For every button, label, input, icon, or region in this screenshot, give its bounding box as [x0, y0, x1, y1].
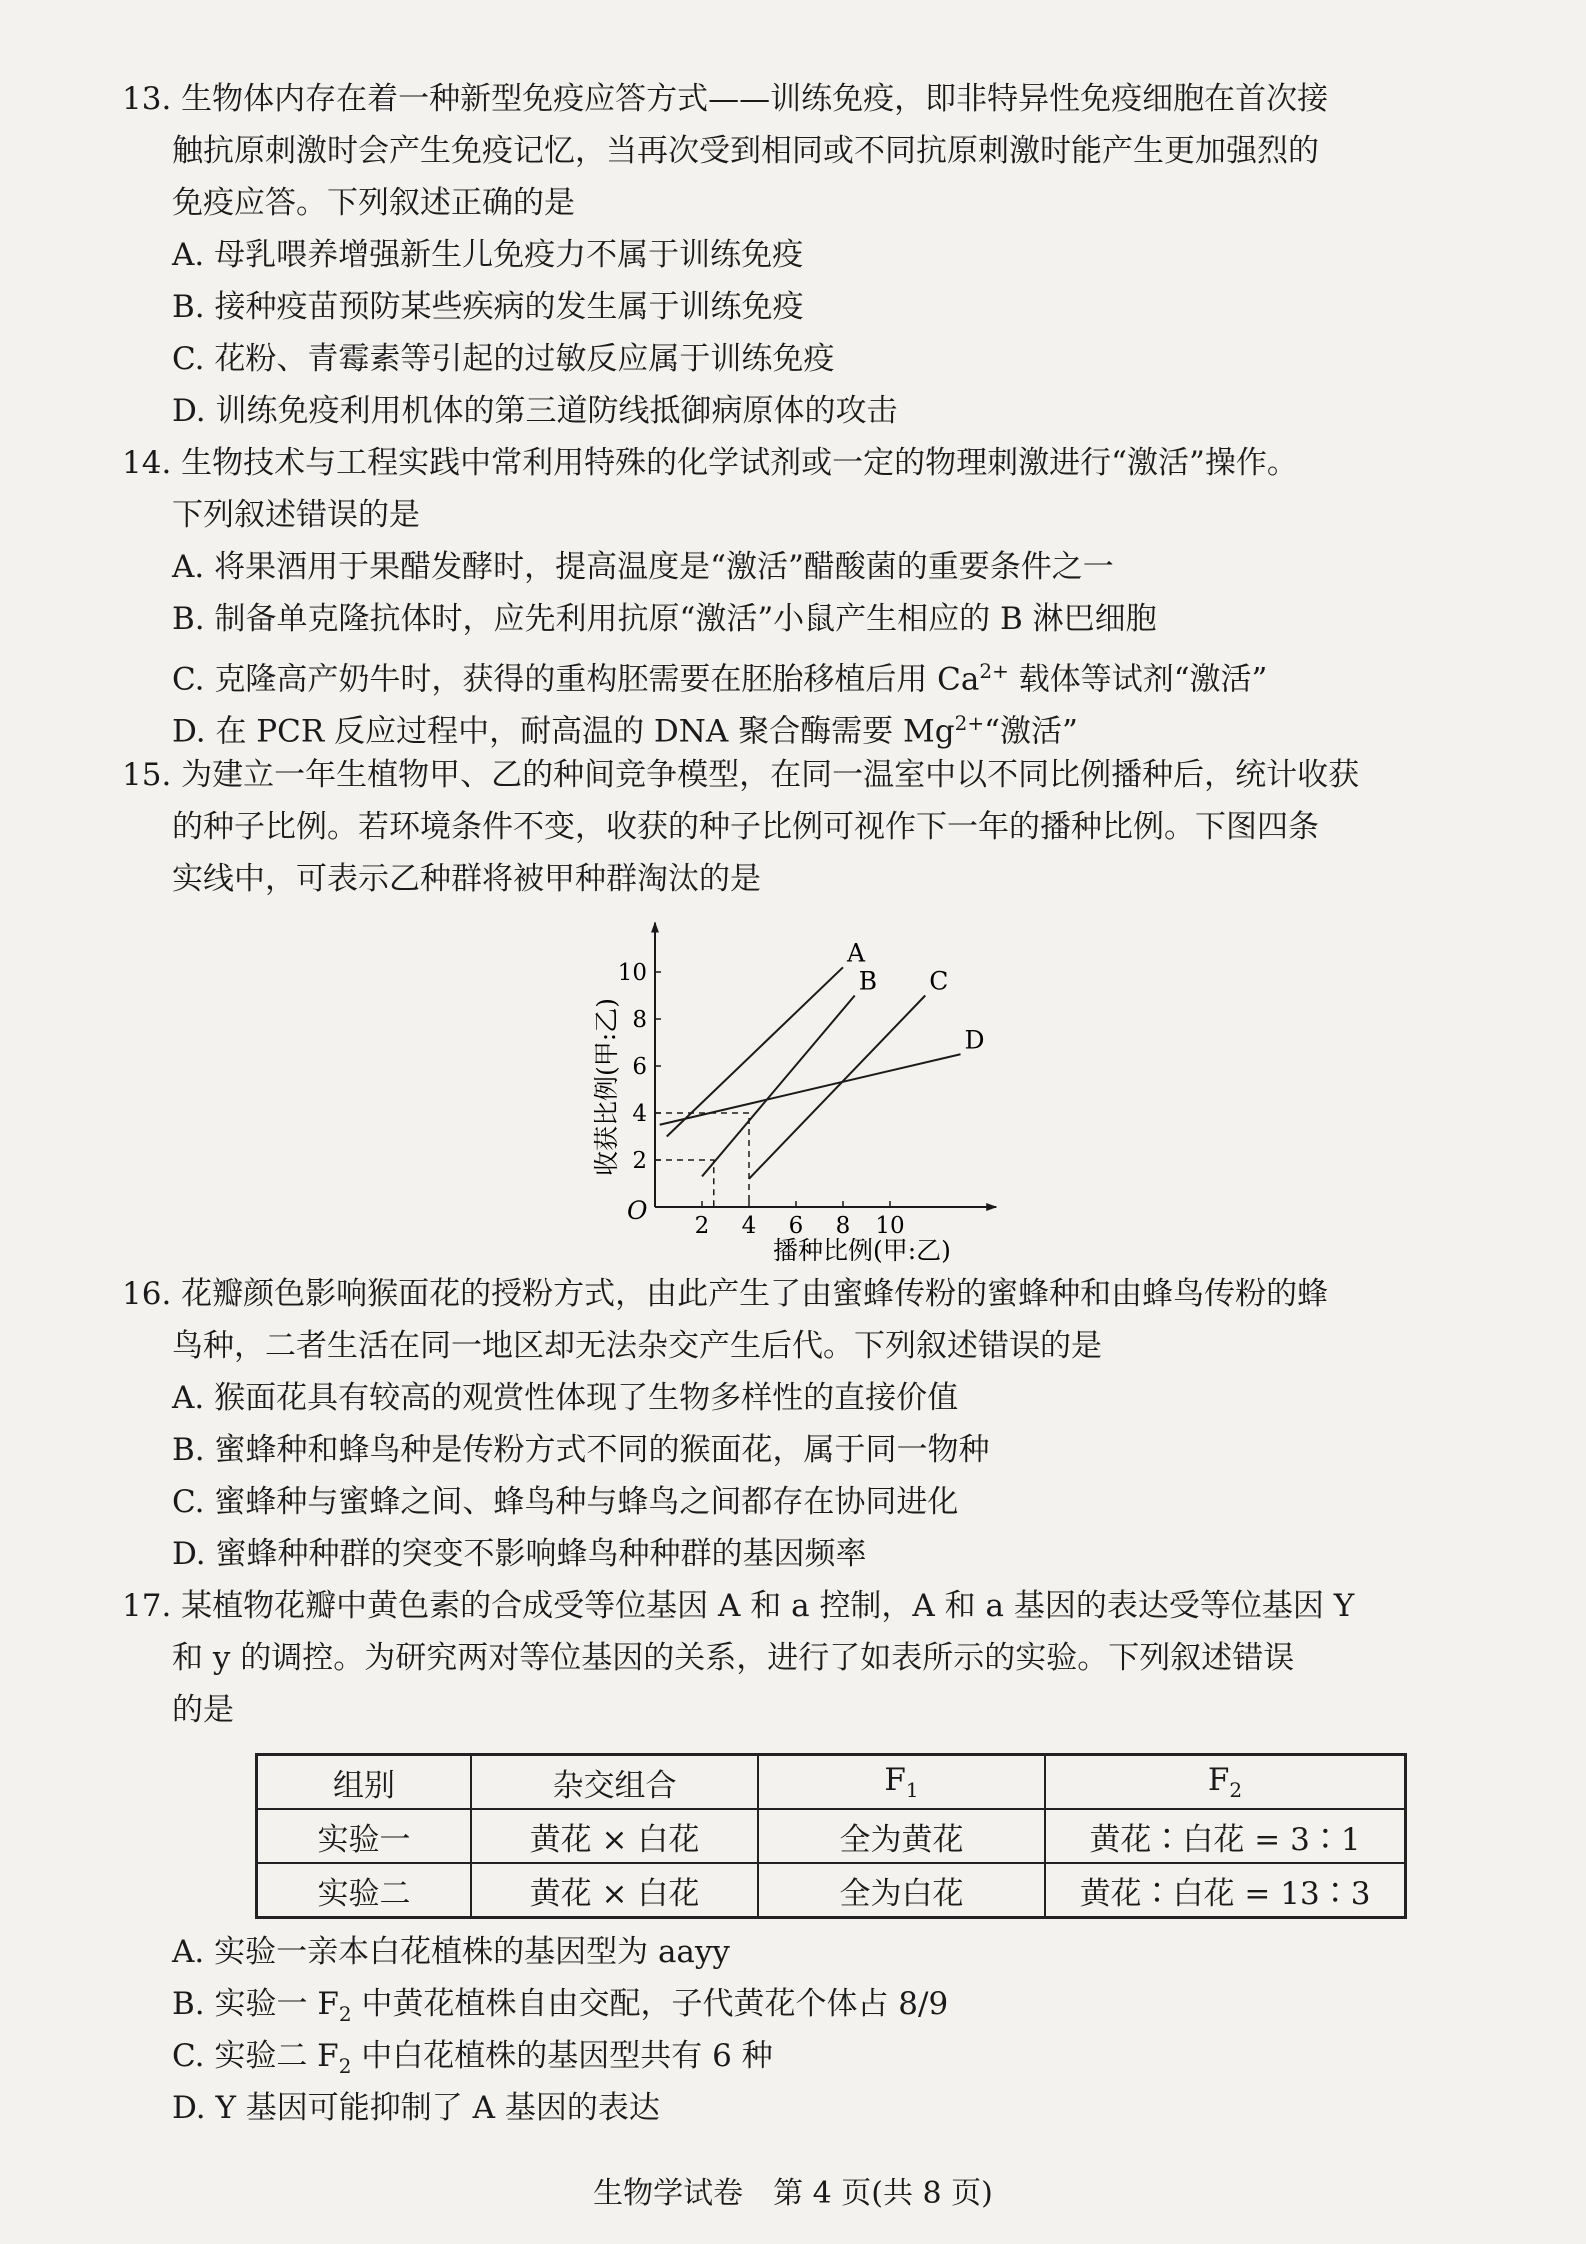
q17-stem-line: 和 y 的调控。为研究两对等位基因的关系，进行了如表所示的实验。下列叙述错误	[172, 1640, 1295, 1676]
question-14	[122, 437, 1502, 749]
table-header-cell: 杂交组合	[471, 1755, 758, 1810]
q17-option-c-text: C. 实验二 F	[172, 2038, 339, 2074]
table-cell: 黄花 × 白花	[471, 1809, 758, 1863]
table-cell: 实验一	[257, 1809, 472, 1863]
question-13	[122, 73, 1502, 437]
table-cell: 全为黄花	[758, 1809, 1045, 1863]
table-cell: 黄花∶白花 = 3∶1	[1045, 1809, 1406, 1863]
series-line-a	[667, 967, 843, 1136]
table-header-row	[257, 1755, 1406, 1810]
q14-option-d-text-end: “激活”	[984, 713, 1078, 750]
x-tick-label: 2	[694, 1213, 710, 1239]
q14-option-d-charge: 2+	[954, 711, 985, 735]
experiment-table	[255, 1753, 1407, 1919]
q13-option-d: D. 训练免疫利用机体的第三道防线抵御病原体的攻击	[172, 393, 898, 429]
q16-option-b: B. 蜜蜂种和蜂鸟种是传粉方式不同的猴面花，属于同一物种	[172, 1432, 990, 1468]
q13-stem-line: 触抗原刺激时会产生免疫记忆，当再次受到相同或不同抗原刺激时能产生更加强烈的	[172, 133, 1319, 169]
q13-option-b: B. 接种疫苗预防某些疾病的发生属于训练免疫	[172, 289, 804, 325]
x-tick-label: 6	[788, 1213, 804, 1239]
x-axis-label: 播种比例(甲:乙)	[773, 1236, 951, 1265]
table-cell: 全为白花	[758, 1863, 1045, 1918]
question-15	[122, 749, 1502, 905]
q17-option-b-text-end: 中黄花植株自由交配，子代黄花个体占 8/9	[351, 1986, 949, 2022]
q14-stem-line: 14. 生物技术与工程实践中常利用特殊的化学试剂或一定的物理刺激进行“激活”操作。	[122, 445, 1298, 481]
page-footer: 生物学试卷 第 4 页(共 8 页)	[593, 2176, 993, 2211]
q15-stem-line: 实线中，可表示乙种群将被甲种群淘汰的是	[172, 861, 761, 897]
q16-option-c: C. 蜜蜂种与蜜蜂之间、蜂鸟种与蜂鸟之间都存在协同进化	[172, 1484, 959, 1520]
table-row	[257, 1863, 1406, 1918]
table-row	[257, 1809, 1406, 1863]
q17-option-c-text-end: 中白花植株的基因型共有 6 种	[351, 2038, 773, 2074]
table-cell: 黄花∶白花 = 13∶3	[1045, 1863, 1406, 1918]
q16-stem-line: 16. 花瓣颜色影响猴面花的授粉方式，由此产生了由蜜蜂传粉的蜜蜂种和由蜂鸟传粉的蜂	[122, 1276, 1329, 1312]
q17-stem-line: 17. 某植物花瓣中黄色素的合成受等位基因 A 和 a 控制，A 和 a 基因的表达受等位基因 Y	[122, 1588, 1355, 1624]
y-tick-label: 6	[632, 1054, 647, 1080]
header-f1: F	[884, 1761, 906, 1798]
q16-stem-line: 鸟种，二者生活在同一地区却无法杂交产生后代。下列叙述错误的是	[172, 1328, 1102, 1364]
q14-option-c-text: C. 克隆高产奶牛时，获得的重构胚需要在胚胎移植后用 Ca	[172, 661, 980, 698]
x-tick-label: 10	[875, 1213, 905, 1239]
question-17-options	[122, 1926, 1502, 2134]
table-header-cell: 组别	[257, 1755, 472, 1810]
q17-option-b-text: B. 实验一 F	[172, 1986, 339, 2022]
q16-option-d: D. 蜜蜂种种群的突变不影响蜂鸟种种群的基因频率	[172, 1536, 867, 1572]
series-label-b: B	[858, 966, 878, 996]
q14-stem-line: 下列叙述错误的是	[172, 497, 420, 533]
q17-option-b-sub: 2	[338, 2002, 352, 2027]
y-axis-label: 收获比例(甲:乙)	[592, 998, 621, 1176]
guide-dashed-line	[655, 1160, 714, 1207]
header-f2: F	[1207, 1761, 1230, 1798]
question-17	[122, 1580, 1502, 1736]
x-tick-label: 4	[741, 1213, 757, 1239]
x-tick-label: 8	[835, 1213, 851, 1239]
q14-option-a: A. 将果酒用于果醋发酵时，提高温度是“激活”醋酸菌的重要条件之一	[172, 549, 1114, 585]
table-header-cell	[1045, 1755, 1406, 1810]
q17-stem-line: 的是	[172, 1692, 234, 1728]
series-label-c: C	[929, 966, 949, 996]
table-cell: 实验二	[257, 1863, 472, 1918]
q13-stem-line: 免疫应答。下列叙述正确的是	[172, 185, 575, 221]
q17-option-c-sub: 2	[338, 2054, 352, 2079]
q14-option-b: B. 制备单克隆抗体时，应先利用抗原“激活”小鼠产生相应的 B 淋巴细胞	[172, 601, 1157, 637]
q14-option-c	[122, 645, 1502, 697]
q13-option-c: C. 花粉、青霉素等引起的过敏反应属于训练免疫	[172, 341, 835, 377]
series-line-c	[749, 996, 925, 1179]
q14-option-d-text: D. 在 PCR 反应过程中，耐高温的 DNA 聚合酶需要 Mg	[172, 713, 955, 750]
q17-option-a: A. 实验一亲本白花植株的基因型为 aayy	[172, 1934, 730, 1970]
q16-option-a: A. 猴面花具有较高的观赏性体现了生物多样性的直接价值	[172, 1380, 959, 1416]
header-f2-sub: 2	[1229, 1778, 1243, 1803]
y-tick-label: 4	[632, 1101, 647, 1127]
question-16	[122, 1268, 1502, 1580]
series-label-a: A	[847, 938, 866, 968]
q14-option-c-charge: 2+	[979, 659, 1009, 683]
q17-option-d: D. Y 基因可能抑制了 A 基因的表达	[172, 2090, 660, 2126]
q13-stem-line: 13. 生物体内存在着一种新型免疫应答方式——训练免疫，即非特异性免疫细胞在首次接	[122, 81, 1329, 117]
q17-option-b	[122, 1978, 1502, 2030]
competition-chart	[560, 905, 1080, 1265]
q14-option-c-text-end: 载体等试剂“激活”	[1008, 661, 1268, 698]
origin-label: O	[627, 1196, 648, 1225]
q14-option-d	[122, 697, 1502, 749]
q17-option-c	[122, 2030, 1502, 2082]
q15-stem-line: 15. 为建立一年生植物甲、乙的种间竞争模型，在同一温室中以不同比例播种后，统计收获	[122, 757, 1360, 793]
y-tick-label: 2	[632, 1148, 647, 1174]
y-tick-label: 8	[632, 1007, 647, 1033]
header-f1-sub: 1	[905, 1778, 919, 1803]
q15-stem-line: 的种子比例。若环境条件不变，收获的种子比例可视作下一年的播种比例。下图四条	[172, 809, 1319, 845]
series-label-d: D	[964, 1025, 985, 1055]
y-tick-label: 10	[617, 960, 647, 986]
table-cell: 黄花 × 白花	[471, 1863, 758, 1918]
table-header-cell	[758, 1755, 1045, 1810]
q13-option-a: A. 母乳喂养增强新生儿免疫力不属于训练免疫	[172, 237, 804, 273]
